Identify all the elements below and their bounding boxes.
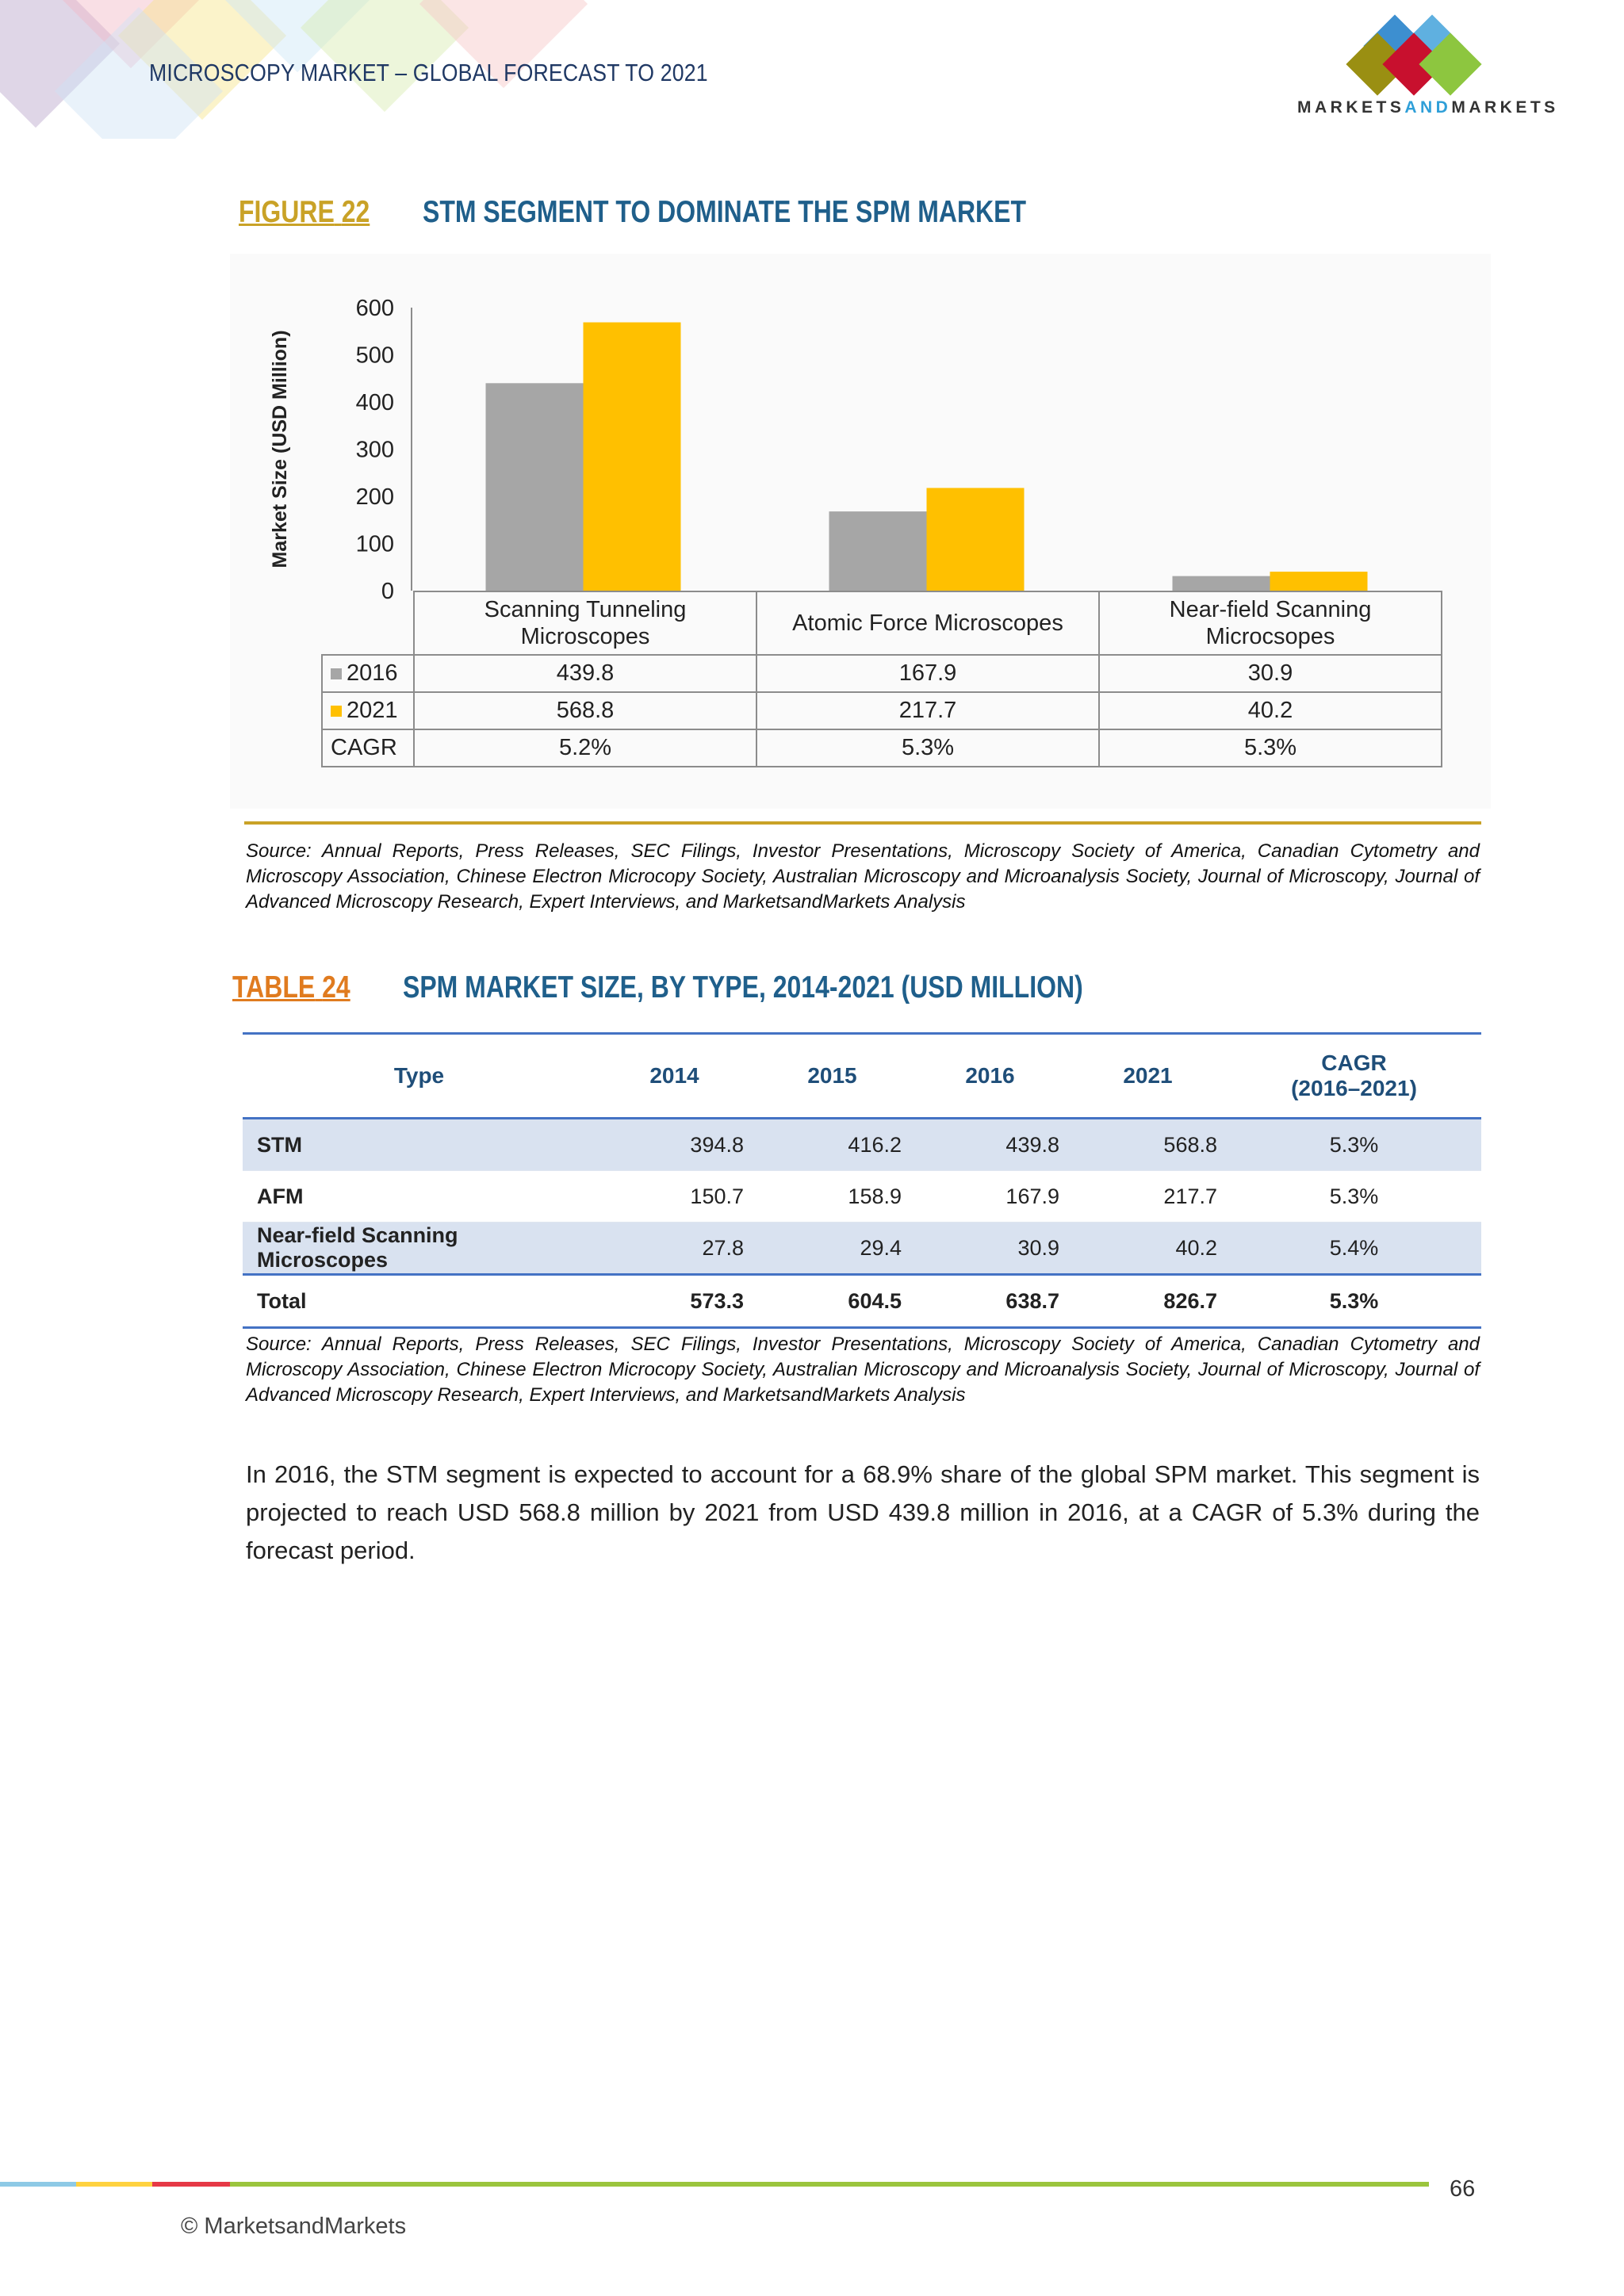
table-row: AFM 150.7 158.9 167.9 217.7 5.3% (243, 1171, 1481, 1223)
y-tick-label: 200 (355, 484, 394, 510)
chart-data-table (321, 591, 1442, 767)
data-label: 568.8 (414, 692, 756, 729)
table-row: Near-field Scanning Microscopes 27.8 29.4 30.9 40.2 5.4% (243, 1223, 1481, 1275)
bar-2021 (584, 323, 681, 591)
data-label: 167.9 (756, 655, 1099, 692)
legend-2021: 2021 (322, 692, 414, 729)
column-header: 2014 (596, 1034, 753, 1119)
y-tick-label: 600 (355, 296, 394, 321)
table-row: STM 394.8 416.2 439.8 568.8 5.3% (243, 1119, 1481, 1171)
column-header: 2016 (911, 1034, 1069, 1119)
column-header: Type (243, 1034, 596, 1119)
bar-2016 (486, 383, 584, 591)
y-axis-label: Market Size (USD Million) (269, 330, 291, 568)
footer-bar (76, 2182, 152, 2187)
data-label: 40.2 (1099, 692, 1442, 729)
cagr-value: 5.2% (414, 729, 756, 767)
data-label: 217.7 (756, 692, 1099, 729)
footer-bar (230, 2182, 1429, 2187)
y-tick-label: 400 (355, 390, 394, 415)
figure-source: Source: Annual Reports, Press Releases, SEC Filings, Investor Presentations, Microscopy Society of America, Canadian Cytometry and Microscopy Association, Chinese Electron Microcopy Society, Australian Microscopy and Microanalysis Society, Journal of Microscopy, Journal of Advanced Microscopy Research, Expert Interviews, and MarketsandMarkets Analysis (246, 840, 1480, 913)
logo-wordmark: MARKETSANDMARKETS (1297, 98, 1559, 117)
cagr-value: 5.3% (1099, 729, 1442, 767)
data-label: 30.9 (1099, 655, 1442, 692)
bar-2016 (829, 511, 927, 591)
category-cell: Atomic Force Microscopes (756, 591, 1099, 655)
table-label: TABLE 24 (232, 970, 350, 1004)
figure-label: FIGURE 22 (239, 195, 370, 229)
table-title: SPM MARKET SIZE, BY TYPE, 2014-2021 (USD MILLION) (403, 970, 1083, 1004)
cagr-row-label: CAGR (322, 729, 414, 767)
figure-title: STM SEGMENT TO DOMINATE THE SPM MARKET (423, 195, 1027, 229)
bar-2021 (1270, 572, 1368, 591)
footer-bar (152, 2182, 230, 2187)
report-title: MICROSCOPY MARKET – GLOBAL FORECAST TO 2021 (149, 59, 708, 86)
y-tick-label: 500 (355, 342, 394, 369)
y-tick-label: 100 (355, 531, 394, 557)
spm-market-table (243, 1032, 1481, 1329)
table-source: Source: Annual Reports, Press Releases, SEC Filings, Investor Presentations, Microscopy Society of America, Canadian Cytometry and Microscopy Association, Chinese Electron Microcopy Society, Australian Microscopy and Microanalysis Society, Journal of Microscopy, Journal of Advanced Microscopy Research, Expert Interviews, and MarketsandMarkets Analysis (246, 1334, 1480, 1406)
body-paragraph: In 2016, the STM segment is expected to account for a 68.9% share of the global SPM market. This segment is projected to reach USD 568.8 million by 2021 from USD 439.8 million in 2016, at a CAGR of 5.3% during the forecast period. (246, 1460, 1480, 1564)
legend-swatch (331, 706, 342, 717)
y-tick-label: 300 (355, 437, 394, 463)
bar-2021 (927, 488, 1025, 591)
table-total-row: Total 573.3 604.5 638.7 826.7 5.3% (243, 1275, 1481, 1328)
page-number: 66 (1450, 2176, 1476, 2202)
copyright: © MarketsandMarkets (181, 2214, 407, 2239)
category-cell: Near-field Scanning Microcsopes (1099, 591, 1442, 655)
data-label: 439.8 (414, 655, 756, 692)
legend-2016: 2016 (322, 655, 414, 692)
column-header-cagr: CAGR (2016–2021) (1227, 1034, 1481, 1119)
table-corner (322, 591, 414, 655)
column-header: 2021 (1069, 1034, 1227, 1119)
y-tick-label: 0 (381, 579, 394, 604)
bar-2016 (1173, 576, 1270, 591)
column-header: 2015 (753, 1034, 911, 1119)
divider-rule (244, 821, 1481, 825)
legend-swatch (331, 668, 342, 679)
category-cell: Scanning Tunneling Microscopes (414, 591, 756, 655)
cagr-value: 5.3% (756, 729, 1099, 767)
footer-bar (0, 2182, 76, 2187)
